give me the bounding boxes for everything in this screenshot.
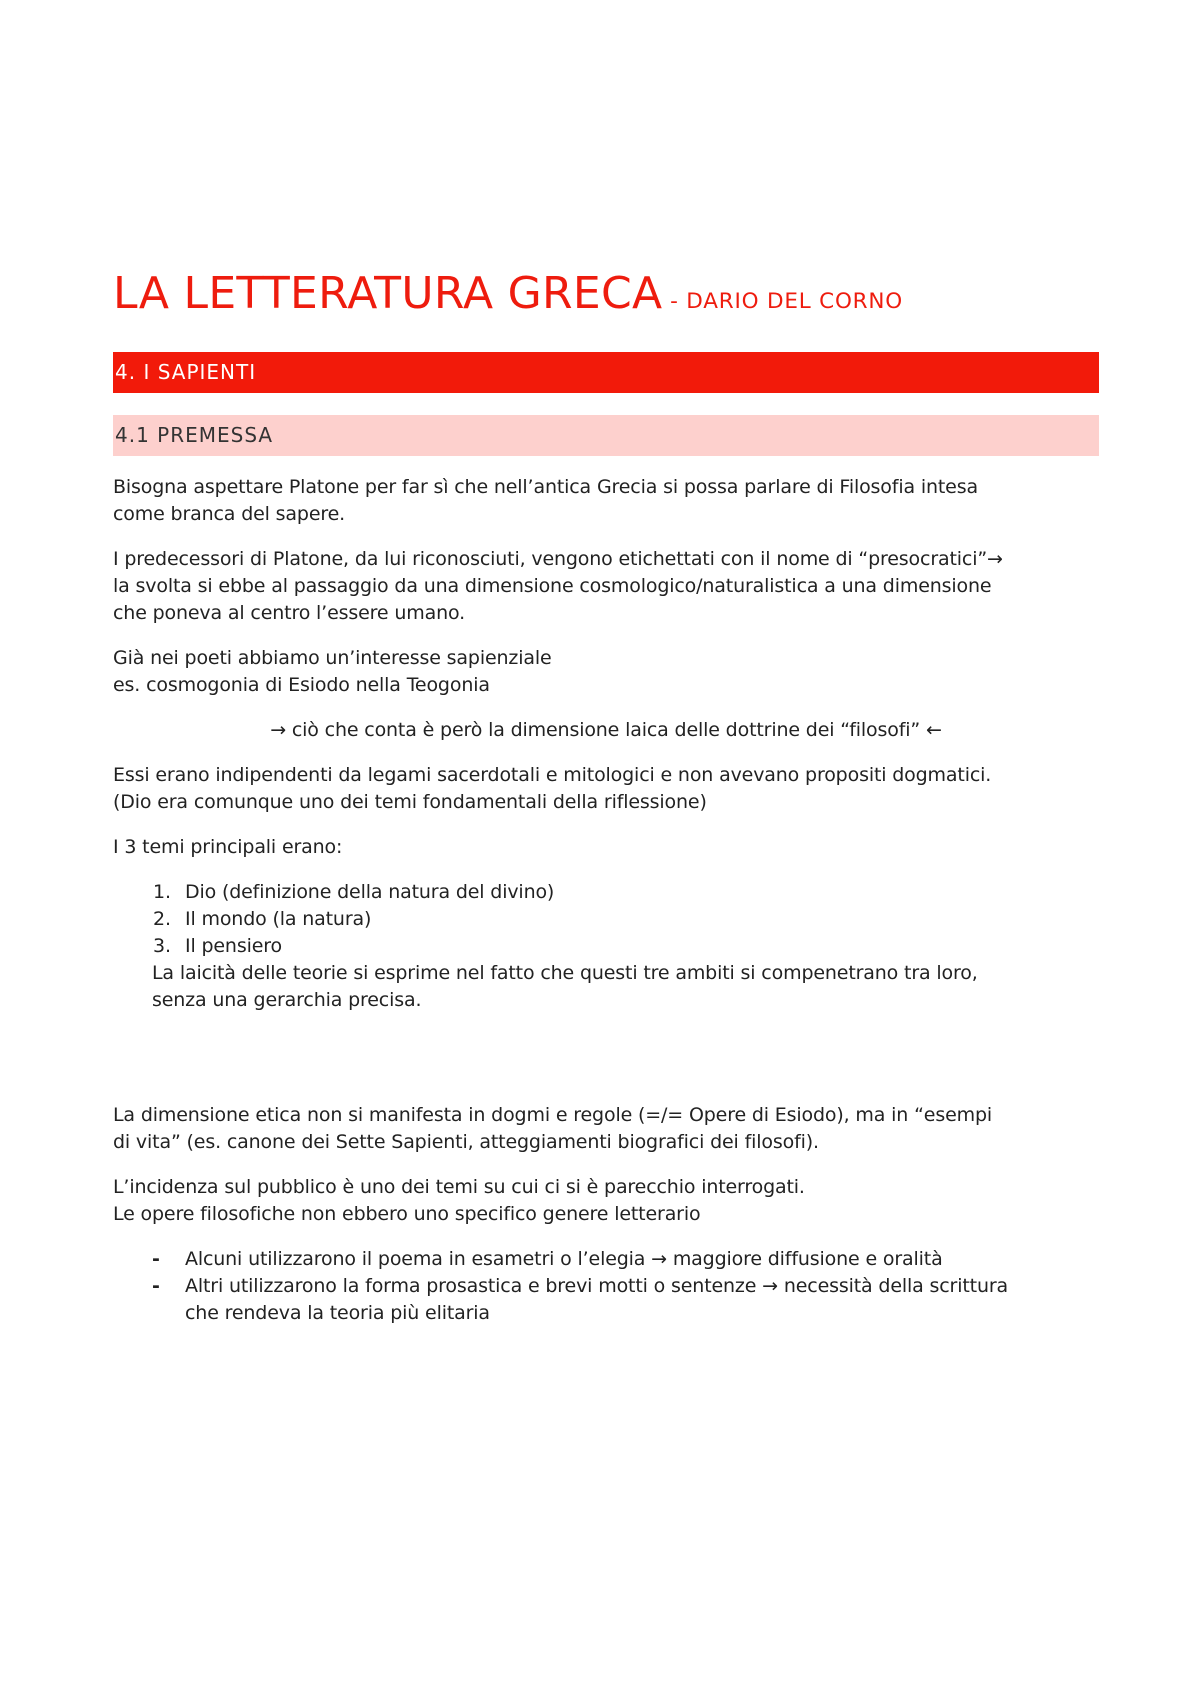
- themes-list: [113, 879, 1099, 960]
- text-line: La dimensione etica non si manifesta in dogmi e regole (=/= Opere di Esiodo), ma in “esempi: [113, 1104, 993, 1126]
- paragraph-poeti: [113, 645, 1099, 699]
- list-item-text: Dio (definizione della natura del divino): [185, 881, 555, 903]
- list-number: 1.: [153, 881, 171, 903]
- paragraph-indipendenti: [113, 762, 1099, 816]
- subsection-heading: [113, 415, 1099, 456]
- text-line: senza una gerarchia precisa.: [152, 989, 422, 1011]
- document-title: [113, 262, 1099, 326]
- paragraph-temi-intro: I 3 temi principali erano:: [113, 836, 343, 858]
- section-heading-label: 4. I SAPIENTI: [115, 360, 257, 384]
- forms-list: [113, 1246, 1099, 1327]
- list-number: 3.: [153, 935, 171, 957]
- text-line: L’incidenza sul pubblico è uno dei temi su cui ci si è parecchio interrogati.: [113, 1176, 805, 1198]
- title-author: - DARIO DEL CORNO: [662, 289, 904, 314]
- text-line: Le opere filosofiche non ebbero uno specifico genere letterario: [113, 1203, 701, 1225]
- text-line: la svolta si ebbe al passaggio da una dimensione cosmologico/naturalistica a una dimensione: [113, 575, 992, 597]
- list-item-text: che rendeva la teoria più elitaria: [185, 1302, 490, 1324]
- list-item: [113, 933, 1099, 960]
- spacer: [113, 1032, 1099, 1102]
- text-line: La laicità delle teorie si esprime nel fatto che questi tre ambiti si compenetrano tra loro,: [152, 962, 978, 984]
- section-heading: [113, 352, 1099, 393]
- dash-bullet: -: [152, 1248, 160, 1270]
- title-main: LA LETTERATURA GRECA: [113, 268, 663, 319]
- text-line: es. cosmogonia di Esiodo nella Teogonia: [113, 674, 490, 696]
- paragraph-presocratici: [113, 546, 1099, 627]
- document-page: [113, 262, 1099, 1327]
- text-line: Essi erano indipendenti da legami sacerdotali e mitologici e non avevano propositi dogmatici.: [113, 764, 992, 786]
- text-line: che poneva al centro l’essere umano.: [113, 602, 465, 624]
- list-item-text: Altri utilizzarono la forma prosastica e brevi motti o sentenze → necessità della scrittura: [185, 1275, 1008, 1297]
- list-item-text: Il pensiero: [185, 935, 282, 957]
- list-item-text: Alcuni utilizzarono il poema in esametri o l’elegia → maggiore diffusione e oralità: [185, 1248, 943, 1270]
- list-item: [113, 1246, 1099, 1273]
- dash-bullet: -: [152, 1275, 160, 1297]
- document-body: [113, 474, 1099, 1327]
- text-line: Bisogna aspettare Platone per far sì che nell’antica Grecia si possa parlare di Filosofia intesa: [113, 476, 978, 498]
- text-line: I predecessori di Platone, da lui riconosciuti, vengono etichettati con il nome di “presocratici”→: [113, 548, 1003, 570]
- text-line: Già nei poeti abbiamo un’interesse sapienziale: [113, 647, 552, 669]
- paragraph-centered-note: → ciò che conta è però la dimensione laica delle dottrine dei “filosofi” ←: [270, 719, 942, 741]
- list-number: 2.: [153, 908, 171, 930]
- text-line: come branca del sapere.: [113, 503, 346, 525]
- subsection-heading-label: 4.1 PREMESSA: [115, 423, 274, 447]
- list-item: [113, 906, 1099, 933]
- list-item: [113, 1273, 1099, 1327]
- list-item: [113, 879, 1099, 906]
- list-item-text: Il mondo (la natura): [185, 908, 372, 930]
- paragraph-platone: [113, 474, 1099, 528]
- paragraph-pubblico: [113, 1174, 1099, 1228]
- text-line: di vita” (es. canone dei Sette Sapienti, atteggiamenti biografici dei filosofi).: [113, 1131, 819, 1153]
- paragraph-etica: [113, 1102, 1099, 1156]
- text-line: (Dio era comunque uno dei temi fondamentali della riflessione): [113, 791, 707, 813]
- paragraph-laicita: [113, 960, 1099, 1014]
